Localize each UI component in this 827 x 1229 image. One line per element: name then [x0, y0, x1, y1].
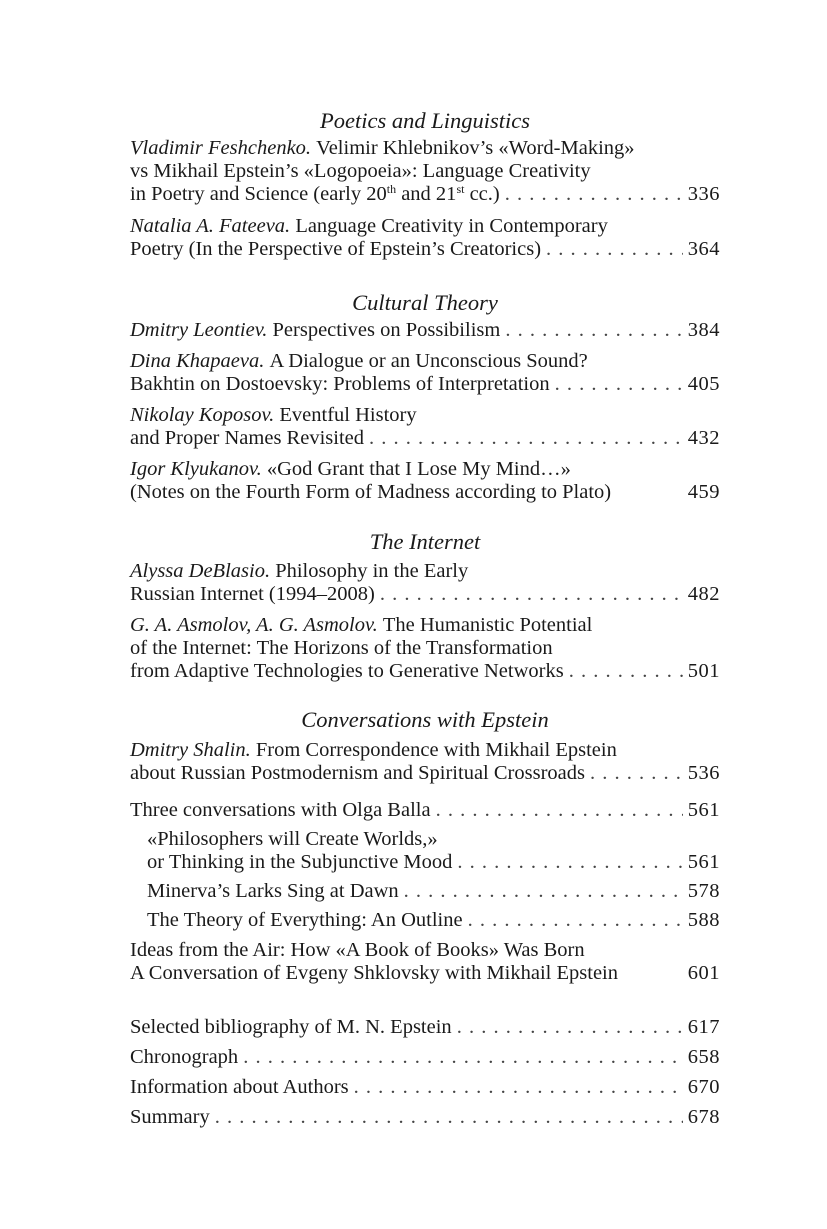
entry-author: Igor Klyukanov.	[130, 458, 262, 480]
entry-title-line: Russian Internet (1994–2008)	[130, 583, 375, 605]
entry-title-line: of the Internet: The Horizons of the Transformation	[130, 637, 553, 659]
toc-entry-balla[interactable]	[130, 799, 720, 822]
entry-title-line: The Theory of Everything: An Outline	[147, 909, 463, 931]
dot-leader	[436, 799, 683, 822]
toc-entry-khapaeva[interactable]	[130, 350, 720, 396]
entry-title-line: in Poetry and Science (early 20th and 21st cc.)	[130, 182, 500, 205]
entry-title-line: Velimir Khlebnikov’s «Word-Making»	[316, 137, 635, 159]
entry-title-line: Perspectives on Possibilism	[272, 319, 501, 341]
entry-author: Alyssa DeBlasio.	[130, 560, 271, 582]
entry-title-line: Poetry (In the Perspective of Epstein’s Creatorics)	[130, 238, 542, 260]
entry-title-line: from Adaptive Technologies to Generative Networks	[130, 660, 564, 682]
page-number: 336	[687, 183, 720, 205]
page-number: 561	[687, 799, 720, 821]
dot-leader	[468, 909, 683, 932]
page-number: 432	[687, 427, 720, 449]
page-number: 588	[687, 909, 720, 931]
dot-leader	[546, 238, 683, 261]
page-number: 578	[687, 880, 720, 902]
page-number: 561	[687, 851, 720, 873]
entry-author: Dina Khapaeva.	[130, 350, 265, 372]
entry-title-line: Three conversations with Olga Balla	[130, 799, 431, 821]
entry-title-line: The Humanistic Potential	[382, 614, 593, 636]
dot-leader	[505, 319, 682, 342]
entry-title-line: Summary	[130, 1106, 210, 1128]
page-number: 405	[687, 373, 720, 395]
toc-subentry-minerva[interactable]	[130, 880, 720, 903]
section-title-internet: The Internet	[369, 529, 481, 554]
page-number: 501	[687, 660, 720, 682]
page-number: 482	[687, 583, 720, 605]
entry-title-line: Philosophy in the Early	[275, 560, 469, 582]
toc-entry-feshchenko[interactable]	[130, 137, 720, 206]
entry-title-line: about Russian Postmodernism and Spiritual Crossroads	[130, 762, 585, 784]
dot-leader	[457, 851, 682, 874]
entry-title-line: «Philosophers will Create Worlds,»	[147, 828, 438, 850]
entry-title-line: A Conversation of Evgeny Shklovsky with Mikhail Epstein	[130, 962, 618, 984]
entry-title-line: A Dialogue or an Unconscious Sound?	[269, 350, 588, 372]
entry-author: Natalia A. Fateeva.	[130, 215, 291, 237]
dot-leader	[215, 1106, 683, 1129]
entry-title-line: and Proper Names Revisited	[130, 427, 364, 449]
toc-subentry-theory-of-everything[interactable]	[130, 909, 720, 932]
page-number: 459	[687, 481, 720, 503]
entry-title-line: Language Creativity in Contemporary	[295, 215, 608, 237]
toc-entry-leontiev[interactable]	[130, 319, 720, 342]
dot-leader	[505, 183, 683, 206]
entry-author: Nikolay Koposov.	[130, 404, 275, 426]
dot-leader	[369, 427, 683, 450]
entry-title-line: vs Mikhail Epstein’s «Logopoeia»: Language Creativity	[130, 160, 591, 182]
toc-entry-deblasio[interactable]	[130, 560, 720, 606]
page-number: 384	[687, 319, 720, 341]
toc-entry-bibliography[interactable]	[130, 1016, 720, 1039]
entry-title-line: Chronograph	[130, 1046, 239, 1068]
dot-leader	[555, 373, 683, 396]
entry-title-line: Selected bibliography of M. N. Epstein	[130, 1016, 452, 1038]
toc-entry-shalin[interactable]	[130, 739, 720, 785]
dot-leader	[569, 660, 683, 683]
entry-title-line: (Notes on the Fourth Form of Madness according to Plato)	[130, 481, 612, 503]
entry-title-line: Eventful History	[279, 404, 417, 426]
entry-title-line: Information about Authors	[130, 1076, 349, 1098]
entry-title-line: «God Grant that I Lose My Mind…»	[266, 458, 571, 480]
entry-title-line: From Correspondence with Mikhail Epstein	[255, 739, 617, 761]
page-number: 364	[687, 238, 720, 260]
entry-title-line: Bakhtin on Dostoevsky: Problems of Interpretation	[130, 373, 550, 395]
toc-entry-summary[interactable]	[130, 1106, 720, 1129]
toc-entry-koposov[interactable]	[130, 404, 720, 450]
entry-title-line: Minerva’s Larks Sing at Dawn	[147, 880, 399, 902]
entry-author: Dmitry Shalin.	[130, 739, 251, 761]
dot-leader	[380, 583, 683, 606]
section-title-poetics: Poetics and Linguistics	[320, 108, 530, 133]
page-number: 536	[687, 762, 720, 784]
entry-title-line: or Thinking in the Subjunctive Mood	[147, 851, 453, 873]
toc-entry-ideas-from-the-air[interactable]	[130, 939, 720, 985]
dot-leader	[590, 762, 683, 785]
dot-leader	[404, 880, 683, 903]
toc-entry-chronograph[interactable]	[130, 1046, 720, 1069]
page-number: 617	[687, 1016, 720, 1038]
page-number: 678	[687, 1106, 720, 1128]
entry-title-line: Ideas from the Air: How «A Book of Books» Was Born	[130, 939, 585, 961]
page-number: 658	[687, 1046, 720, 1068]
toc-entry-asmolov[interactable]	[130, 614, 720, 683]
dot-leader	[243, 1046, 683, 1069]
section-title-conversations: Conversations with Epstein	[301, 707, 549, 732]
toc-subentry-philosophers[interactable]	[130, 828, 720, 874]
entry-author: G. A. Asmolov, A. G. Asmolov.	[130, 614, 378, 636]
dot-leader	[354, 1076, 683, 1099]
entry-author: Vladimir Feshchenko.	[130, 137, 312, 159]
entry-author: Dmitry Leontiev.	[130, 319, 268, 341]
table-of-contents	[130, 108, 720, 1129]
page-number: 601	[687, 962, 720, 984]
toc-entry-fateeva[interactable]	[130, 215, 720, 261]
toc-entry-klyukanov[interactable]	[130, 458, 720, 504]
toc-entry-information-about-authors[interactable]	[130, 1076, 720, 1099]
page-number: 670	[687, 1076, 720, 1098]
section-title-cultural-theory: Cultural Theory	[352, 290, 498, 315]
dot-leader	[457, 1016, 683, 1039]
